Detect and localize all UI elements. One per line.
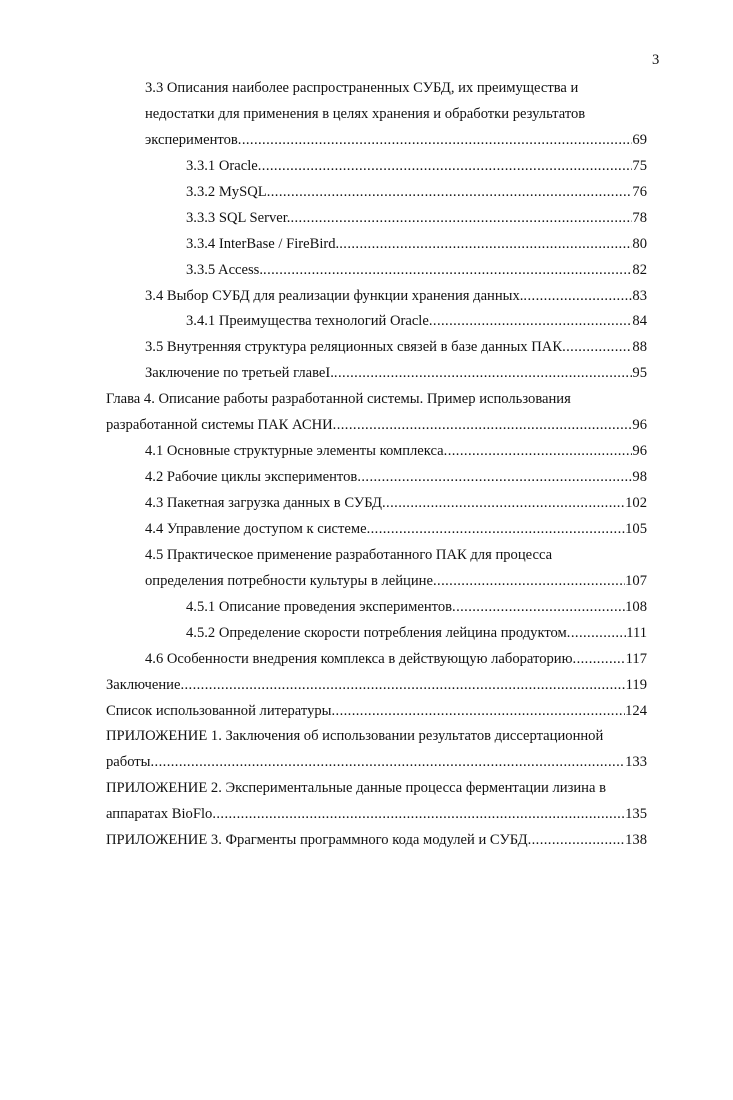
toc-entry-line bbox=[106, 284, 647, 310]
toc-entry bbox=[106, 335, 647, 361]
toc-entry-title: определения потребности культуры в лейцине bbox=[145, 572, 433, 589]
toc-entry-title: недостатки для применения в целях хранения и обработки результатов bbox=[145, 105, 586, 122]
toc-page-number: 105 bbox=[625, 520, 647, 537]
toc-entry-line bbox=[106, 102, 647, 128]
dot-leader bbox=[528, 828, 626, 854]
toc-entry-title: 4.4 Управление доступом к системе bbox=[145, 520, 367, 537]
toc-entry bbox=[106, 465, 647, 491]
toc-entry bbox=[106, 154, 647, 180]
toc-entry bbox=[106, 699, 647, 725]
toc-page-number: 98 bbox=[632, 469, 647, 486]
toc-page-number: 83 bbox=[632, 287, 647, 304]
dot-leader bbox=[429, 309, 633, 335]
toc-entry bbox=[106, 828, 647, 854]
toc-entry bbox=[106, 284, 647, 310]
toc-entry-line bbox=[106, 439, 647, 465]
dot-leader bbox=[333, 413, 633, 439]
dot-leader bbox=[180, 673, 625, 699]
toc-entry bbox=[106, 724, 647, 776]
toc-page-number: 138 bbox=[625, 832, 647, 849]
dot-leader bbox=[151, 750, 626, 776]
toc-entry bbox=[106, 595, 647, 621]
toc-entry-title: 3.5 Внутренняя структура реляционных связей в базе данных ПАК bbox=[145, 339, 563, 356]
toc-entry bbox=[106, 309, 647, 335]
toc-entry bbox=[106, 76, 647, 154]
toc-entry-line bbox=[106, 154, 647, 180]
toc-entry-line bbox=[106, 595, 647, 621]
dot-leader bbox=[238, 128, 633, 154]
toc-entry-line bbox=[106, 309, 647, 335]
toc-entry-line bbox=[106, 491, 647, 517]
toc-entry bbox=[106, 180, 647, 206]
toc-entry-line bbox=[106, 724, 647, 750]
dot-leader bbox=[267, 180, 633, 206]
toc-entry bbox=[106, 206, 647, 232]
toc-page-number: 80 bbox=[632, 235, 647, 252]
dot-leader bbox=[562, 335, 632, 361]
toc-entry-title: 3.4 Выбор СУБД для реализации функции хранения данных. bbox=[145, 287, 524, 304]
toc-page-number: 78 bbox=[632, 209, 647, 226]
toc-page-number: 69 bbox=[632, 131, 647, 148]
toc-entry-title: 3.3.3 SQL Server. bbox=[186, 209, 291, 226]
toc-entry-line bbox=[106, 180, 647, 206]
toc-entry-title: Заключение bbox=[106, 676, 181, 693]
dot-leader bbox=[523, 284, 632, 310]
toc-entry bbox=[106, 232, 647, 258]
toc-entry bbox=[106, 258, 647, 284]
toc-entry-title: 3.3.2 MySQL bbox=[186, 183, 267, 200]
dot-leader bbox=[573, 647, 626, 673]
dot-leader bbox=[567, 621, 626, 647]
toc-entry-line bbox=[106, 206, 647, 232]
toc-entry-title: 3.3.5 Access. bbox=[186, 261, 264, 278]
toc-entry-line bbox=[106, 828, 647, 854]
toc-entry-title: разработанной системы ПАК АСНИ bbox=[106, 417, 333, 434]
toc-page-number: 124 bbox=[625, 702, 647, 719]
table-of-contents bbox=[106, 76, 647, 854]
dot-leader bbox=[334, 361, 632, 387]
toc-page-number: 96 bbox=[632, 443, 647, 460]
toc-entry bbox=[106, 621, 647, 647]
toc-page-number: 107 bbox=[625, 572, 647, 589]
toc-entry bbox=[106, 361, 647, 387]
toc-page-number: 119 bbox=[625, 676, 647, 693]
toc-entry-title: ПРИЛОЖЕНИЕ 2. Экспериментальные данные процесса ферментации лизина в bbox=[106, 780, 606, 797]
toc-entry-title: 4.5.2 Определение скорости потребления лейцина продуктом bbox=[186, 624, 567, 641]
toc-entry-line bbox=[106, 413, 647, 439]
toc-entry bbox=[106, 776, 647, 828]
toc-entry-line bbox=[106, 750, 647, 776]
toc-page-number: 133 bbox=[625, 754, 647, 771]
toc-entry-line bbox=[106, 76, 647, 102]
dot-leader bbox=[452, 595, 625, 621]
toc-entry-line bbox=[106, 232, 647, 258]
toc-entry-line bbox=[106, 258, 647, 284]
toc-entry-title: 3.3 Описания наиболее распространенных СУБД, их преимущества и bbox=[145, 80, 579, 96]
toc-page-number: 84 bbox=[632, 313, 647, 330]
toc-entry bbox=[106, 673, 647, 699]
toc-page-number: 102 bbox=[625, 495, 647, 511]
toc-page-number: 111 bbox=[626, 624, 647, 641]
toc-page-number: 117 bbox=[625, 650, 647, 667]
toc-page-number: 108 bbox=[625, 598, 647, 615]
toc-entry-title: ПРИЛОЖЕНИЕ 3. Фрагменты программного кода модулей и СУБД bbox=[106, 832, 528, 849]
toc-page-number: 82 bbox=[632, 261, 647, 278]
dot-leader bbox=[212, 802, 625, 828]
dot-leader bbox=[258, 154, 633, 180]
dot-leader bbox=[444, 439, 633, 465]
toc-page-number: 135 bbox=[625, 806, 647, 823]
toc-entry-title: 3.3.4 InterBase / FireBird. bbox=[186, 235, 340, 252]
toc-page-number: 96 bbox=[632, 417, 647, 434]
toc-entry-line bbox=[106, 699, 647, 725]
toc-entry-title: Глава 4. Описание работы разработанной системы. Пример использования bbox=[106, 391, 571, 408]
dot-leader bbox=[331, 699, 625, 725]
toc-entry-line bbox=[106, 335, 647, 361]
toc-entry bbox=[106, 439, 647, 465]
toc-entry-title: работы bbox=[106, 754, 151, 771]
toc-entry-line bbox=[106, 776, 647, 802]
toc-entry-title: 4.3 Пакетная загрузка данных в СУБД bbox=[145, 495, 382, 511]
toc-entry-line bbox=[106, 569, 647, 595]
toc-page-number: 95 bbox=[632, 365, 647, 382]
toc-entry-line bbox=[106, 621, 647, 647]
toc-entry bbox=[106, 517, 647, 543]
toc-entry-title: 4.5 Практическое применение разработанного ПАК для процесса bbox=[145, 546, 553, 563]
toc-entry-line bbox=[106, 647, 647, 673]
toc-entry-title: 4.6 Особенности внедрения комплекса в действующую лабораторию bbox=[145, 650, 573, 667]
page-number: 3 bbox=[652, 52, 660, 68]
toc-entry-line bbox=[106, 543, 647, 569]
toc-entry-title: ПРИЛОЖЕНИЕ 1. Заключения об использовании результатов диссертационной bbox=[106, 728, 604, 745]
dot-leader bbox=[263, 258, 632, 284]
toc-entry-title: экспериментов bbox=[145, 131, 238, 148]
toc-page-number: 76 bbox=[632, 183, 647, 200]
toc-entry-line bbox=[106, 465, 647, 491]
toc-entry-title: 4.5.1 Описание проведения экспериментов bbox=[186, 598, 453, 615]
dot-leader bbox=[382, 491, 625, 517]
toc-page-number: 75 bbox=[632, 157, 647, 174]
toc-entry-title: Заключение по третьей главеI. bbox=[145, 365, 334, 382]
toc-entry bbox=[106, 491, 647, 517]
toc-entry bbox=[106, 543, 647, 595]
toc-entry-line bbox=[106, 128, 647, 154]
toc-entry-line bbox=[106, 673, 647, 699]
toc-entry-line bbox=[106, 802, 647, 828]
dot-leader bbox=[357, 465, 632, 491]
toc-entry-title: 4.2 Рабочие циклы экспериментов bbox=[145, 469, 358, 486]
dot-leader bbox=[290, 206, 632, 232]
dot-leader bbox=[339, 232, 632, 258]
toc-entry-line bbox=[106, 361, 647, 387]
toc-page-number: 88 bbox=[632, 339, 647, 356]
dot-leader bbox=[433, 569, 625, 595]
toc-entry-title: аппаратах BioFlo bbox=[106, 806, 213, 823]
toc-entry-line bbox=[106, 517, 647, 543]
toc-entry bbox=[106, 647, 647, 673]
dot-leader bbox=[367, 517, 626, 543]
toc-entry-title: Список использованной литературы bbox=[106, 702, 332, 719]
toc-entry-title: 3.4.1 Преимущества технологий Oracle bbox=[186, 313, 429, 330]
toc-entry bbox=[106, 387, 647, 439]
toc-entry-title: 3.3.1 Oracle bbox=[186, 157, 258, 174]
toc-entry-title: 4.1 Основные структурные элементы комплекса bbox=[145, 443, 444, 460]
toc-entry-line bbox=[106, 387, 647, 413]
